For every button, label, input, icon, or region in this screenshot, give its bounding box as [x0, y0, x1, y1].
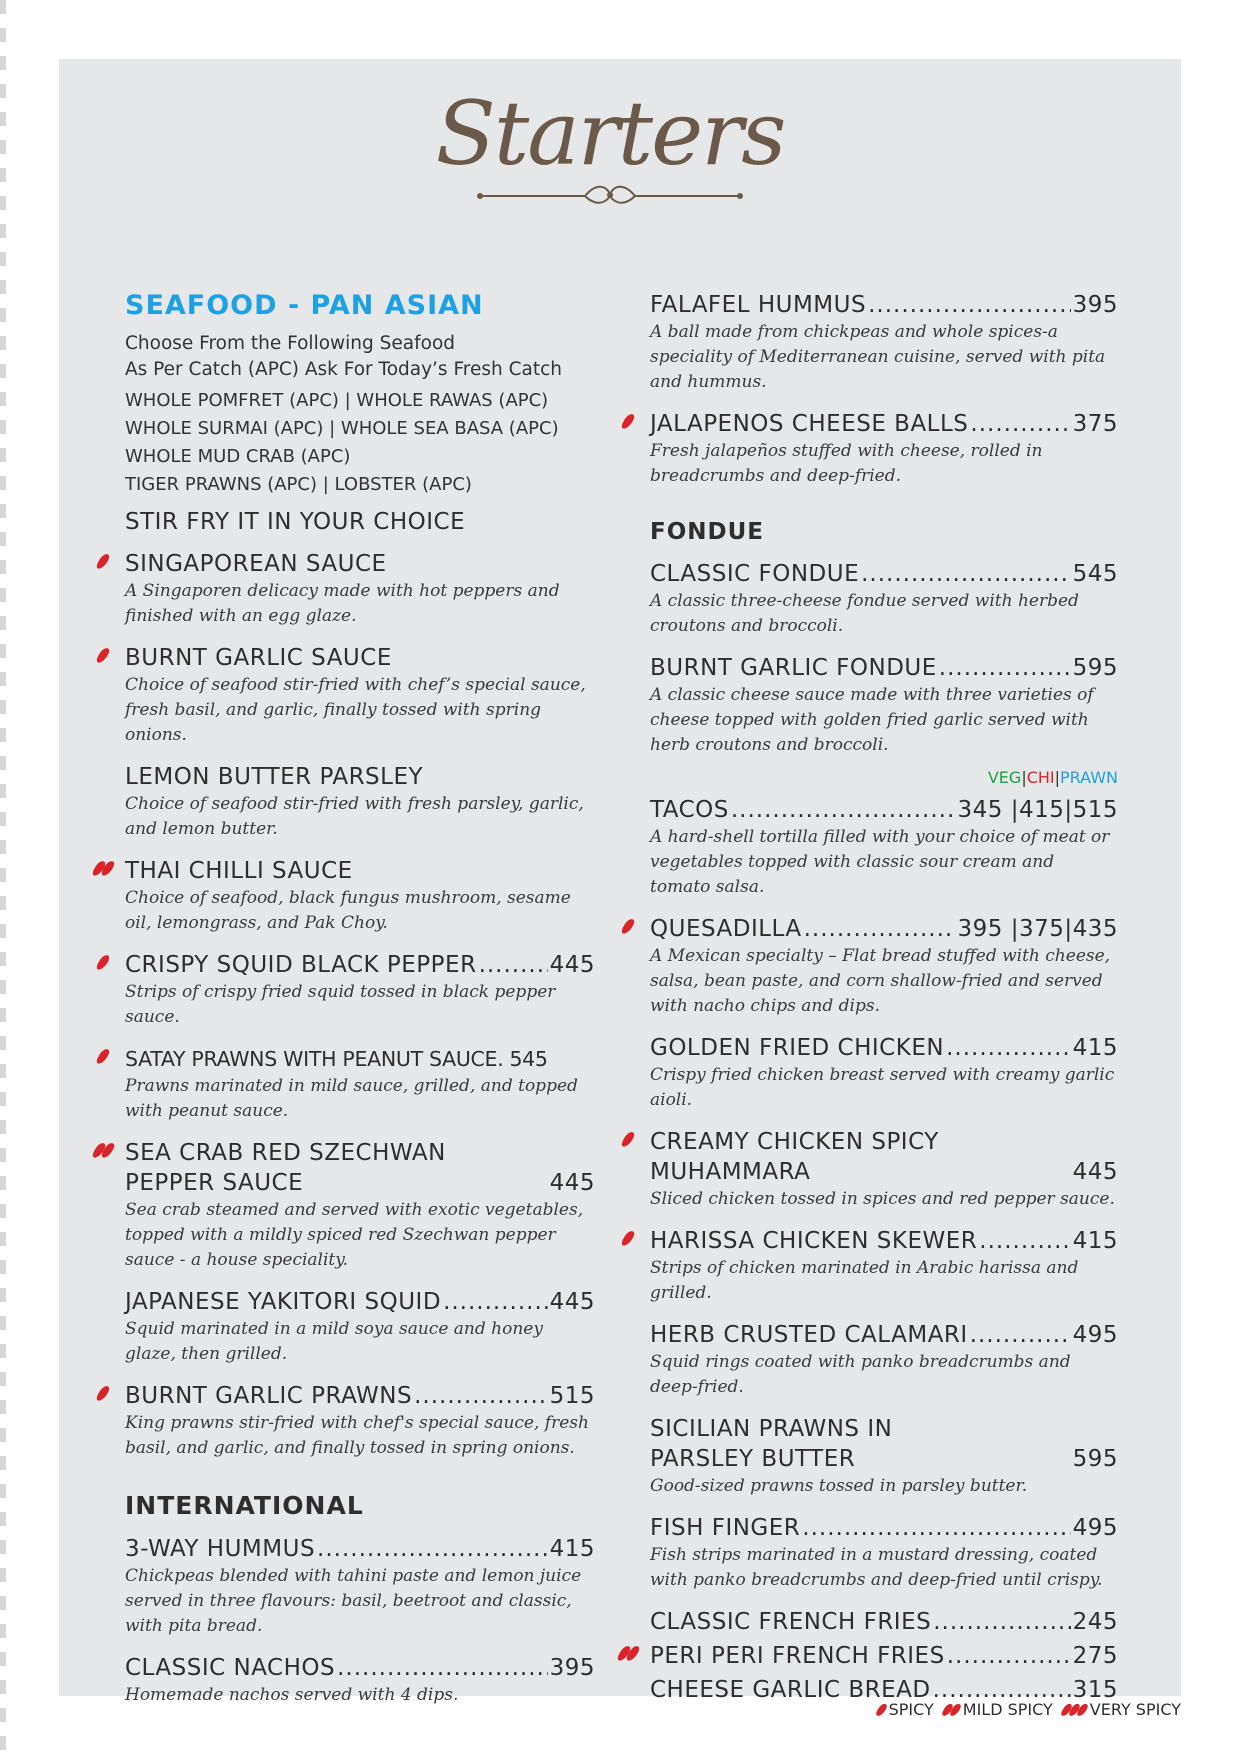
item-name-line2: PEPPER SAUCE [125, 1170, 304, 1196]
dot-leader [979, 1226, 1070, 1256]
dot-leader [946, 1033, 1071, 1063]
item-name: HERB CRUSTED CALAMARI [650, 1322, 968, 1348]
item-price: 445 [549, 1170, 595, 1196]
dot-leader [731, 795, 956, 825]
catch-option-line: WHOLE POMFRET (APC) | WHOLE RAWAS (APC) [125, 390, 549, 411]
spicy-chili-icon [99, 1385, 108, 1407]
item-name: 3-WAY HUMMUS [125, 1536, 316, 1562]
spicy-chili-icon [99, 553, 108, 575]
spicy-chili-icon [624, 1131, 633, 1153]
catch-option-line: WHOLE SURMAI (APC) | WHOLE SEA BASA (APC) [125, 418, 559, 439]
item-price: 545 [1072, 561, 1118, 587]
title-block [420, 82, 800, 208]
item-name: HARISSA CHICKEN SKEWER [650, 1228, 978, 1254]
dot-leader [947, 1641, 1071, 1671]
item-name: BURNT GARLIC PRAWNS [125, 1383, 413, 1409]
mild-spicy-chili-icon [95, 860, 113, 882]
item-price: 545 [509, 1047, 548, 1071]
item-name: CLASSIC NACHOS [125, 1655, 336, 1681]
spicy-chili-icon [878, 1703, 886, 1717]
menu-item [125, 1287, 595, 1367]
item-description: Choice of seafood stir-fried with fresh parsley, garlic, and lemon butter. [125, 794, 584, 839]
variant-chicken-label: CHI [1026, 768, 1055, 787]
menu-item [650, 559, 1118, 639]
item-price: 445 [549, 1289, 595, 1315]
item-name: SATAY PRAWNS WITH PEANUT SAUCE. [125, 1047, 504, 1071]
item-price: 375 [1072, 411, 1118, 437]
variant-prawn-label: PRAWN [1060, 768, 1118, 787]
menu-item [650, 409, 1118, 489]
item-price: 495 [1072, 1515, 1118, 1541]
right-column [650, 290, 1118, 1705]
item-name: FISH FINGER [650, 1515, 801, 1541]
item-name: BURNT GARLIC FONDUE [650, 655, 937, 681]
item-name: PERI PERI FRENCH FRIES [650, 1643, 945, 1669]
item-price: 395 |375|435 [957, 916, 1118, 942]
item-name: SICILIAN PRAWNS IN [650, 1416, 893, 1442]
item-name: CHEESE GARLIC BREAD [650, 1677, 931, 1703]
item-name-line2: MUHAMMARA [650, 1159, 811, 1185]
item-name: CLASSIC FONDUE [650, 561, 860, 587]
section-heading-seafood: SEAFOOD - PAN ASIAN [125, 290, 484, 321]
dot-leader [479, 950, 548, 980]
variant-separator: | [1021, 768, 1027, 787]
item-description: Choice of seafood, black fungus mushroom, sesame oil, lemongrass, and Pak Choy. [125, 888, 571, 933]
spicy-chili-icon [624, 413, 633, 435]
menu-item [650, 1320, 1118, 1400]
item-description: A hard-shell tortilla filled with your choice of meat or vegetables topped with classic sour cream and tomato salsa. [650, 827, 1110, 897]
menu-item [650, 1607, 1118, 1637]
menu-item [650, 653, 1118, 758]
menu-item [125, 856, 595, 936]
item-price: 395 [1072, 292, 1118, 318]
dot-leader [868, 290, 1071, 320]
mild-spicy-chili-icon [620, 1645, 638, 1667]
legend-very-spicy [1063, 1700, 1181, 1719]
item-name: JAPANESE YAKITORI SQUID [125, 1289, 442, 1315]
item-price: 595 [1072, 655, 1118, 681]
item-name: SINGAPOREAN SAUCE [125, 551, 387, 577]
legend-label: VERY SPICY [1089, 1700, 1181, 1719]
title-flourish-ornament [470, 182, 750, 208]
spice-legend [878, 1700, 1181, 1719]
item-price: 275 [1072, 1643, 1118, 1669]
item-price: 415 [1072, 1035, 1118, 1061]
catch-option-line: TIGER PRAWNS (APC) | LOBSTER (APC) [125, 474, 472, 495]
dot-leader [970, 409, 1070, 439]
item-name: CLASSIC FRENCH FRIES [650, 1609, 932, 1635]
menu-item [125, 950, 595, 1030]
legend-mild-spicy [944, 1700, 1053, 1719]
item-description: A classic cheese sauce made with three varieties of cheese topped with golden fried garlic served with herb croutons and broccoli. [650, 685, 1094, 755]
dot-leader [939, 653, 1071, 683]
dot-leader [933, 1607, 1070, 1637]
spicy-chili-icon [99, 1048, 108, 1070]
item-name: THAI CHILLI SAUCE [125, 858, 353, 884]
menu-item [125, 1044, 595, 1124]
item-description: Fresh jalapeños stuffed with cheese, rolled in breadcrumbs and deep-fried. [650, 441, 1043, 486]
item-description: A Singaporen delicacy made with hot peppers and finished with an egg glaze. [125, 581, 560, 626]
item-description: Homemade nachos served with 4 dips. [125, 1685, 459, 1705]
menu-item [125, 549, 595, 629]
spicy-chili-icon [99, 954, 108, 976]
stir-fry-heading: STIR FRY IT IN YOUR CHOICE [125, 509, 466, 535]
variant-separator: | [1054, 768, 1061, 787]
variant-price-header [650, 768, 1118, 787]
left-column [125, 290, 595, 1708]
dot-leader [861, 559, 1070, 589]
item-description: King prawns stir-fried with chef's special sauce, fresh basil, and garlic, and finally tossed in spring onions. [125, 1413, 589, 1458]
mild-spicy-chili-icon [95, 1142, 113, 1164]
item-description: A Mexican specialty – Flat bread stuffed with cheese, salsa, bean paste, and corn shallow-fried and served with nacho chips and dips. [650, 946, 1111, 1016]
menu-item [125, 1534, 595, 1639]
item-description: Crispy fried chicken breast served with creamy garlic aioli. [650, 1065, 1115, 1110]
item-price: 395 [549, 1655, 595, 1681]
menu-item [125, 1138, 595, 1273]
item-price: 445 [1072, 1159, 1118, 1185]
legend-label: SPICY [888, 1700, 934, 1719]
seafood-intro-line: As Per Catch (APC) Ask For Today’s Fresh Catch [125, 359, 562, 380]
item-price: 495 [1072, 1322, 1118, 1348]
menu-item [125, 762, 595, 842]
item-name: TACOS [650, 797, 729, 823]
item-name: BURNT GARLIC SAUCE [125, 645, 392, 671]
seafood-intro-line: Choose From the Following Seafood [125, 333, 456, 354]
item-description: Prawns marinated in mild sauce, grilled, and topped with peanut sauce. [125, 1076, 578, 1121]
menu-item [650, 1513, 1118, 1593]
dot-leader [317, 1534, 548, 1564]
item-name: FALAFEL HUMMUS [650, 292, 867, 318]
variant-veg-label: VEG [987, 768, 1022, 787]
dot-leader [802, 1513, 1070, 1543]
dot-leader [443, 1287, 548, 1317]
item-name: CREAMY CHICKEN SPICY [650, 1129, 939, 1155]
item-name: JALAPENOS CHEESE BALLS [650, 411, 969, 437]
menu-item [125, 1653, 595, 1708]
menu-item [650, 1414, 1118, 1499]
menu-item [650, 290, 1118, 395]
item-price: 415 [1072, 1228, 1118, 1254]
item-price: 515 [549, 1383, 595, 1409]
menu-item [650, 795, 1118, 900]
item-name: CRISPY SQUID BLACK PEPPER [125, 952, 477, 978]
item-description: A ball made from chickpeas and whole spices-a speciality of Mediterranean cuisine, served with pita and hummus. [650, 322, 1106, 392]
menu-item [650, 1641, 1118, 1671]
section-heading-international: INTERNATIONAL [125, 1491, 364, 1520]
legend-label: MILD SPICY [962, 1700, 1053, 1719]
dot-leader [804, 914, 956, 944]
item-price: 245 [1072, 1609, 1118, 1635]
very-spicy-chili-icon [1063, 1703, 1087, 1717]
menu-item [125, 643, 595, 748]
item-description: Strips of chicken marinated in Arabic harissa and grilled. [650, 1258, 1079, 1303]
item-description: Squid marinated in a mild soya sauce and honey glaze, then grilled. [125, 1319, 543, 1364]
item-description: A classic three-cheese fondue served with herbed croutons and broccoli. [650, 591, 1079, 636]
dot-leader [337, 1653, 548, 1683]
item-name-line2: PARSLEY BUTTER [650, 1446, 856, 1472]
page-edge-marks [0, 0, 6, 1754]
item-price: 415 [549, 1536, 595, 1562]
spicy-chili-icon [624, 918, 633, 940]
menu-item [650, 1226, 1118, 1306]
menu-item [125, 1381, 595, 1461]
item-description: Squid rings coated with panko breadcrumbs and deep-fried. [650, 1352, 1071, 1397]
item-price: 595 [1072, 1446, 1118, 1472]
item-name: QUESADILLA [650, 916, 802, 942]
spicy-chili-icon [624, 1230, 633, 1252]
item-description: Chickpeas blended with tahini paste and lemon juice served in three flavours: basil, beetroot and classic, with pita bread. [125, 1566, 582, 1636]
item-name: LEMON BUTTER PARSLEY [125, 764, 424, 790]
item-price: 315 [1072, 1677, 1118, 1703]
item-name: GOLDEN FRIED CHICKEN [650, 1035, 945, 1061]
menu-item [650, 1033, 1118, 1113]
spicy-chili-icon [99, 647, 108, 669]
item-description: Strips of crispy fried squid tossed in black pepper sauce. [125, 982, 556, 1027]
item-name: SEA CRAB RED SZECHWAN [125, 1140, 446, 1166]
item-description: Choice of seafood stir-fried with chef’s special sauce, fresh basil, and garlic, finally tossed with spring onions. [125, 675, 586, 745]
item-description: Fish strips marinated in a mustard dressing, coated with panko breadcrumbs and deep-fried until crispy. [650, 1545, 1103, 1590]
mild-spicy-chili-icon [944, 1703, 960, 1717]
section-heading-fondue: FONDUE [650, 519, 764, 545]
menu-item [650, 914, 1118, 1019]
item-description: Sliced chicken tossed in spices and red pepper sauce. [650, 1189, 1115, 1209]
item-price: 345 |415|515 [957, 797, 1118, 823]
dot-leader [414, 1381, 547, 1411]
legend-spicy [878, 1700, 934, 1719]
catch-option-line: WHOLE MUD CRAB (APC) [125, 446, 351, 467]
item-price: 445 [549, 952, 595, 978]
dot-leader [970, 1320, 1071, 1350]
page-title: Starters [435, 82, 785, 185]
item-description: Good-sized prawns tossed in parsley butter. [650, 1476, 1028, 1496]
item-description: Sea crab steamed and served with exotic vegetables, topped with a mildly spiced red Szechwan pepper sauce - a house speciality. [125, 1200, 584, 1270]
menu-item [650, 1127, 1118, 1212]
